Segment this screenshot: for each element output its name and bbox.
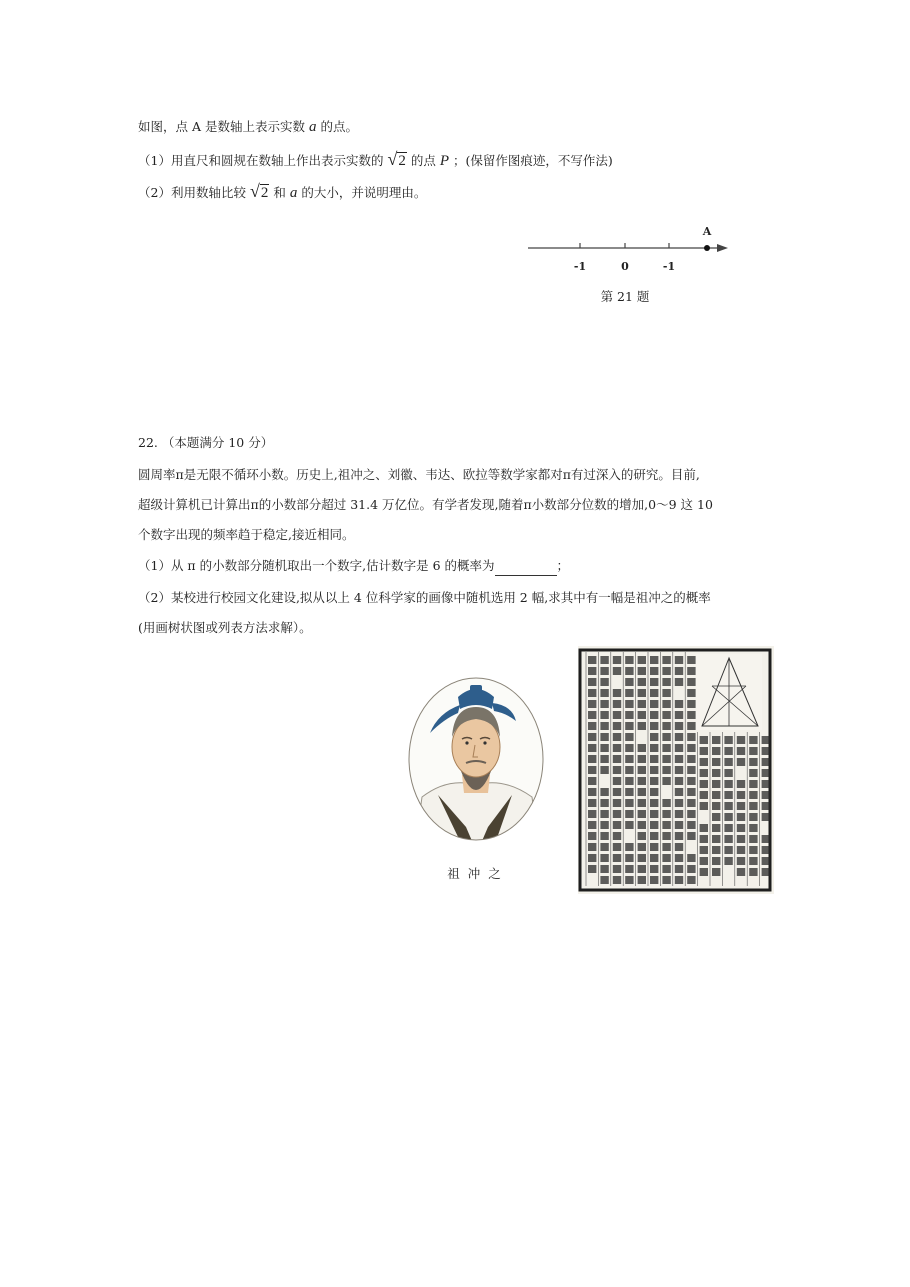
glyph-block	[588, 733, 596, 741]
glyph-block	[737, 802, 745, 810]
glyph-block	[737, 758, 745, 766]
glyph-block	[662, 656, 670, 664]
glyph-block	[638, 777, 646, 785]
glyph-block	[675, 733, 683, 741]
glyph-block	[638, 711, 646, 719]
sqrt-two-b: √2	[249, 181, 269, 201]
glyph-block	[588, 689, 596, 697]
glyph-block	[600, 678, 608, 686]
glyph-block	[613, 667, 621, 675]
glyph-block	[600, 799, 608, 807]
glyph-block	[650, 865, 658, 873]
glyph-block	[638, 744, 646, 752]
glyph-block	[625, 854, 633, 862]
glyph-block	[675, 656, 683, 664]
glyph-block	[749, 747, 757, 755]
glyph-block	[762, 747, 770, 755]
glyph-block	[737, 813, 745, 821]
glyph-block	[638, 722, 646, 730]
glyph-block	[588, 755, 596, 763]
glyph-block	[712, 736, 720, 744]
glyph-block	[613, 854, 621, 862]
glyph-block	[613, 843, 621, 851]
glyph-block	[613, 821, 621, 829]
glyph-block	[700, 791, 708, 799]
glyph-block	[675, 700, 683, 708]
glyph-block	[662, 733, 670, 741]
glyph-block	[613, 810, 621, 818]
glyph-block	[613, 876, 621, 884]
q22-part2-line1: （2）某校进行校园文化建设,拟从以上 4 位科学家的画像中随机选用 2 幅,求其中有一幅是祖冲之的概率	[138, 590, 711, 605]
glyph-block	[700, 824, 708, 832]
glyph-block	[650, 810, 658, 818]
glyph-block	[638, 700, 646, 708]
glyph-block	[588, 700, 596, 708]
glyph-block	[700, 802, 708, 810]
glyph-block	[662, 865, 670, 873]
glyph-block	[724, 813, 732, 821]
glyph-block	[700, 835, 708, 843]
glyph-block	[675, 744, 683, 752]
glyph-block	[662, 755, 670, 763]
glyph-block	[687, 799, 695, 807]
glyph-block	[687, 744, 695, 752]
glyph-block	[762, 813, 770, 821]
glyph-block	[662, 722, 670, 730]
glyph-block	[638, 689, 646, 697]
glyph-block	[762, 835, 770, 843]
glyph-block	[762, 780, 770, 788]
glyph-block	[600, 810, 608, 818]
glyph-block	[613, 799, 621, 807]
glyph-block	[712, 813, 720, 821]
glyph-block	[600, 722, 608, 730]
q21-intro-text: 如图，点 A 是数轴上表示实数	[138, 119, 305, 134]
glyph-block	[737, 824, 745, 832]
glyph-block	[613, 689, 621, 697]
glyph-block	[625, 799, 633, 807]
glyph-block	[737, 846, 745, 854]
glyph-block	[588, 744, 596, 752]
tick-label-2: 0	[621, 260, 629, 273]
glyph-block	[662, 854, 670, 862]
glyph-block	[600, 733, 608, 741]
q21-caption: 第 21 题	[600, 289, 650, 304]
glyph-block	[613, 733, 621, 741]
axis-arrow	[717, 244, 728, 252]
glyph-block	[600, 821, 608, 829]
glyph-block	[687, 755, 695, 763]
glyph-block	[613, 777, 621, 785]
glyph-block	[638, 755, 646, 763]
glyph-block	[662, 744, 670, 752]
glyph-block	[675, 854, 683, 862]
glyph-block	[638, 656, 646, 664]
glyph-block	[650, 678, 658, 686]
glyph-block	[662, 678, 670, 686]
glyph-block	[638, 678, 646, 686]
glyph-block	[588, 832, 596, 840]
glyph-block	[600, 788, 608, 796]
var-a: a	[308, 119, 317, 135]
glyph-block	[638, 876, 646, 884]
glyph-block	[749, 835, 757, 843]
glyph-block	[613, 788, 621, 796]
glyph-block	[675, 843, 683, 851]
glyph-block	[762, 736, 770, 744]
glyph-block	[712, 857, 720, 865]
glyph-block	[687, 667, 695, 675]
glyph-block	[700, 769, 708, 777]
glyph-block	[588, 766, 596, 774]
glyph-block	[724, 824, 732, 832]
glyph-block	[749, 868, 757, 876]
glyph-block	[588, 821, 596, 829]
glyph-block	[625, 744, 633, 752]
glyph-block	[700, 747, 708, 755]
glyph-block	[687, 678, 695, 686]
glyph-block	[600, 656, 608, 664]
glyph-block	[600, 667, 608, 675]
glyph-block	[700, 780, 708, 788]
glyph-block	[613, 711, 621, 719]
glyph-block	[625, 755, 633, 763]
glyph-block	[625, 788, 633, 796]
glyph-block	[737, 835, 745, 843]
glyph-block	[625, 722, 633, 730]
glyph-block	[749, 736, 757, 744]
glyph-block	[700, 736, 708, 744]
glyph-block	[625, 766, 633, 774]
glyph-block	[638, 832, 646, 840]
glyph-block	[650, 722, 658, 730]
glyph-block	[625, 876, 633, 884]
glyph-block	[724, 846, 732, 854]
glyph-block	[749, 769, 757, 777]
glyph-block	[613, 766, 621, 774]
glyph-block	[712, 835, 720, 843]
glyph-block	[638, 766, 646, 774]
point-a	[704, 245, 710, 251]
glyph-block	[749, 802, 757, 810]
q21-part1	[138, 149, 613, 171]
glyph-block	[700, 857, 708, 865]
glyph-block	[687, 865, 695, 873]
glyph-block	[687, 777, 695, 785]
glyph-block	[650, 689, 658, 697]
q21-part2-text: （2）利用数轴比较	[138, 185, 246, 200]
glyph-block	[588, 711, 596, 719]
glyph-block	[724, 747, 732, 755]
glyph-block	[687, 766, 695, 774]
q21-intro	[138, 117, 358, 137]
glyph-block	[687, 722, 695, 730]
glyph-block	[600, 843, 608, 851]
glyph-block	[687, 733, 695, 741]
glyph-block	[737, 780, 745, 788]
glyph-block	[712, 868, 720, 876]
glyph-block	[638, 810, 646, 818]
glyph-block	[588, 777, 596, 785]
q21-part2-end: 的大小，并说明理由。	[301, 185, 427, 200]
glyph-block	[600, 689, 608, 697]
glyph-block	[650, 766, 658, 774]
glyph-block	[762, 791, 770, 799]
glyph-block	[662, 799, 670, 807]
glyph-block	[762, 758, 770, 766]
q22-para-line2: 超级计算机已计算出π的小数部分超过 31.4 万亿位。有学者发现,随着π小数部分位数的增加,0～9 这 10	[138, 497, 713, 512]
glyph-block	[613, 700, 621, 708]
glyph-block	[662, 667, 670, 675]
glyph-block	[600, 876, 608, 884]
glyph-block	[650, 733, 658, 741]
glyph-block	[650, 821, 658, 829]
glyph-block	[675, 722, 683, 730]
glyph-block	[737, 868, 745, 876]
ancient-book-page	[578, 646, 774, 894]
glyph-block	[687, 832, 695, 840]
number-line	[524, 222, 734, 282]
glyph-block	[700, 846, 708, 854]
glyph-block	[588, 722, 596, 730]
glyph-block	[650, 711, 658, 719]
glyph-block	[588, 810, 596, 818]
glyph-block	[749, 824, 757, 832]
glyph-block	[675, 876, 683, 884]
glyph-block	[675, 766, 683, 774]
glyph-block	[588, 799, 596, 807]
var-a-b: a	[289, 185, 298, 201]
glyph-block	[737, 747, 745, 755]
glyph-block	[749, 758, 757, 766]
portrait-caption: 祖 冲 之	[447, 866, 503, 881]
glyph-block	[588, 788, 596, 796]
q21-part2-mid: 和	[273, 185, 286, 200]
glyph-block	[662, 700, 670, 708]
glyph-block	[613, 832, 621, 840]
glyph-block	[625, 843, 633, 851]
q22-para-line3: 个数字出现的频率趋于稳定,接近相同。	[138, 527, 355, 542]
answer-blank	[495, 562, 557, 576]
glyph-block	[675, 678, 683, 686]
glyph-block	[625, 656, 633, 664]
q21-intro-end: 的点。	[320, 119, 358, 134]
q21-part1-mid: 的点	[410, 153, 436, 168]
glyph-block	[638, 799, 646, 807]
glyph-block	[600, 832, 608, 840]
glyph-block	[749, 846, 757, 854]
glyph-block	[625, 689, 633, 697]
glyph-block	[588, 865, 596, 873]
geometry-diagram	[696, 654, 762, 730]
point-a-label: A	[702, 225, 712, 238]
glyph-block	[588, 678, 596, 686]
glyph-block	[762, 846, 770, 854]
glyph-block	[588, 854, 596, 862]
glyph-block	[650, 854, 658, 862]
glyph-block	[675, 810, 683, 818]
glyph-block	[613, 744, 621, 752]
glyph-block	[724, 802, 732, 810]
glyph-block	[600, 865, 608, 873]
glyph-block	[700, 758, 708, 766]
glyph-block	[675, 821, 683, 829]
q22-part2-line2: (用画树状图或列表方法求解）。	[138, 620, 312, 635]
glyph-block	[625, 733, 633, 741]
glyph-block	[625, 821, 633, 829]
glyph-block	[737, 857, 745, 865]
glyph-block	[687, 711, 695, 719]
glyph-block	[675, 799, 683, 807]
glyph-block	[650, 876, 658, 884]
glyph-block	[638, 788, 646, 796]
glyph-block	[724, 736, 732, 744]
glyph-block	[600, 744, 608, 752]
glyph-block	[588, 656, 596, 664]
glyph-block	[625, 777, 633, 785]
glyph-block	[662, 711, 670, 719]
glyph-block	[762, 802, 770, 810]
glyph-block	[625, 667, 633, 675]
q22-part1	[138, 556, 569, 576]
glyph-block	[724, 780, 732, 788]
glyph-block	[749, 780, 757, 788]
glyph-block	[638, 854, 646, 862]
glyph-block	[650, 843, 658, 851]
glyph-block	[762, 868, 770, 876]
glyph-block	[625, 810, 633, 818]
glyph-block	[662, 689, 670, 697]
tick-label-3: -1	[662, 260, 676, 273]
glyph-block	[712, 846, 720, 854]
glyph-block	[662, 777, 670, 785]
glyph-block	[712, 758, 720, 766]
glyph-block	[613, 656, 621, 664]
glyph-block	[687, 876, 695, 884]
glyph-block	[650, 799, 658, 807]
q21-part1-text: （1）用直尺和圆规在数轴上作出表示实数的	[138, 153, 384, 168]
q21-part2	[138, 181, 426, 203]
glyph-block	[588, 843, 596, 851]
glyph-block	[600, 755, 608, 763]
glyph-block	[662, 821, 670, 829]
glyph-block	[638, 865, 646, 873]
glyph-block	[638, 667, 646, 675]
glyph-block	[724, 791, 732, 799]
glyph-block	[712, 780, 720, 788]
glyph-block	[650, 777, 658, 785]
glyph-block	[675, 755, 683, 763]
glyph-block	[724, 758, 732, 766]
glyph-block	[687, 700, 695, 708]
glyph-block	[749, 857, 757, 865]
glyph-block	[675, 832, 683, 840]
glyph-block	[600, 854, 608, 862]
glyph-block	[687, 854, 695, 862]
zu-chongzhi-portrait	[408, 677, 544, 841]
glyph-block	[724, 857, 732, 865]
glyph-block	[675, 777, 683, 785]
glyph-block	[724, 769, 732, 777]
glyph-block	[762, 857, 770, 865]
glyph-block	[687, 656, 695, 664]
glyph-block	[749, 813, 757, 821]
glyph-block	[625, 700, 633, 708]
glyph-block	[650, 656, 658, 664]
glyph-block	[675, 788, 683, 796]
glyph-block	[650, 744, 658, 752]
glyph-block	[638, 821, 646, 829]
glyph-block	[662, 832, 670, 840]
glyph-block	[712, 802, 720, 810]
glyph-block	[712, 769, 720, 777]
glyph-block	[762, 769, 770, 777]
glyph-block	[712, 791, 720, 799]
glyph-block	[724, 835, 732, 843]
glyph-block	[650, 832, 658, 840]
glyph-block	[712, 824, 720, 832]
glyph-block	[650, 667, 658, 675]
glyph-block	[613, 722, 621, 730]
glyph-block	[613, 865, 621, 873]
glyph-block	[675, 711, 683, 719]
glyph-block	[650, 700, 658, 708]
glyph-block	[662, 843, 670, 851]
glyph-block	[650, 788, 658, 796]
glyph-block	[638, 843, 646, 851]
glyph-block	[700, 868, 708, 876]
glyph-block	[662, 766, 670, 774]
glyph-block	[749, 791, 757, 799]
tick-label-1: -1	[573, 260, 587, 273]
glyph-block	[712, 747, 720, 755]
sqrt-two: √2	[387, 149, 406, 169]
glyph-block	[687, 689, 695, 697]
glyph-block	[662, 810, 670, 818]
glyph-block	[600, 766, 608, 774]
glyph-block	[613, 755, 621, 763]
glyph-block	[625, 711, 633, 719]
q22-heading: 22. （本题满分 10 分）	[138, 435, 274, 450]
glyph-block	[687, 821, 695, 829]
q21-part1-end: ；(保留作图痕迹，不写作法)	[452, 153, 613, 168]
glyph-block	[687, 810, 695, 818]
glyph-block	[600, 700, 608, 708]
q22-part1-end: ；	[556, 558, 570, 573]
glyph-block	[662, 876, 670, 884]
glyph-block	[737, 791, 745, 799]
glyph-block	[675, 865, 683, 873]
q22-para-line1: 圆周率π是无限不循环小数。历史上,祖冲之、刘徽、韦达、欧拉等数学家都对π有过深入的研究。目前,	[138, 467, 700, 482]
glyph-block	[650, 755, 658, 763]
var-p: P	[439, 153, 449, 169]
glyph-block	[625, 678, 633, 686]
glyph-block	[600, 711, 608, 719]
glyph-block	[588, 667, 596, 675]
glyph-block	[625, 865, 633, 873]
glyph-block	[737, 736, 745, 744]
q22-part1-text: （1）从 π 的小数部分随机取出一个数字,估计数字是 6 的概率为	[138, 558, 495, 573]
glyph-block	[675, 667, 683, 675]
glyph-block	[687, 788, 695, 796]
